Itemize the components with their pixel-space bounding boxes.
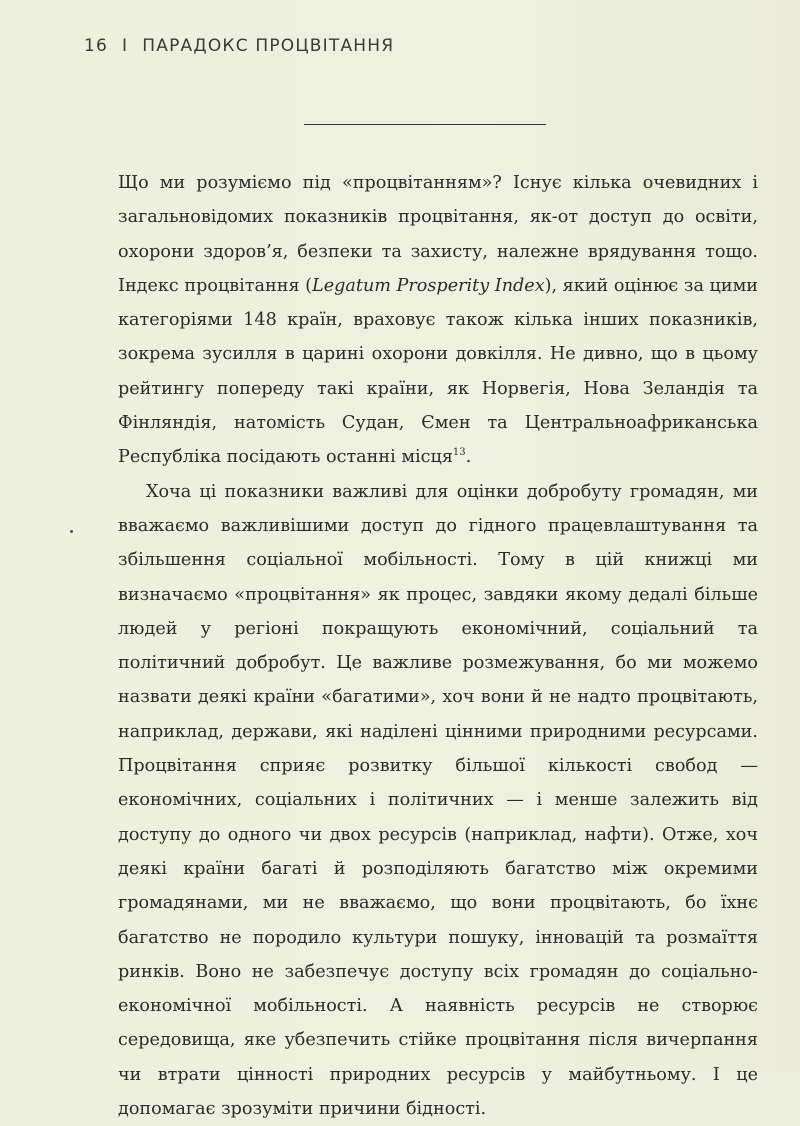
page-speck xyxy=(70,530,73,533)
header-separator: I xyxy=(122,36,129,56)
section-divider xyxy=(304,124,546,125)
paragraph-1 xyxy=(118,166,758,475)
paragraph-1-rest: ), який оцінює за цими категоріями 148 країн, враховує також кілька інших показників, зокрема зусилля в царині охорони довкілля. Не дивно, що в цьому рейтингу попереду такі країни, як Норвегія, Нова Зеландія та Фінляндія, натомість Судан, Ємен та Центральноафриканська Республіка посідають останні місця xyxy=(118,275,758,468)
paragraph-2: Хоча ці показники важливі для оцінки добробуту громадян, ми вважаємо важливішими доступ до гідного працевлаштування та збільшення соціальної мобільності. Тому в цій книжці ми визначаємо «процвітання» як процес, завдяки якому дедалі більше людей у регіоні покращують економічний, соціальний та політичний добробут. Це важливе розмежування, бо ми можемо назвати деякі країни «багатими», хоч вони й не надто процвітають, наприклад, держави, які наділені цінними природними ресурсами. Процвітання сприяє розвитку більшої кількості свобод — економічних, соціальних і політичних — і менше залежить від доступу до одного чи двох ресурсів (наприклад, нафти). Отже, хоч деякі країни багаті й розподіляють багатство між окремими громадянами, ми не вважаємо, що вони процвітають, бо їхнє багатство не породило культури пошуку, інновацій та розмаїття ринків. Воно не забезпечує доступу всіх громадян до соціально-економічної мобільності. А наявність ресурсів не створює середовища, яке убезпечить стійке процвітання після вичерпання чи втрати цінності природних ресурсів у майбутньому. І це допомагає зрозуміти причини бідності. xyxy=(118,481,758,1120)
body-text xyxy=(118,166,758,1126)
paragraph-1-end: . xyxy=(465,447,472,468)
page-number: 16 xyxy=(84,36,109,56)
running-header xyxy=(84,36,394,56)
running-title: ПАРАДОКС ПРОЦВІТАННЯ xyxy=(142,36,395,56)
paragraph-1-index-name: Legatum Prosperity Index xyxy=(312,275,545,296)
footnote-marker[interactable]: 13 xyxy=(452,447,466,459)
paragraph-1-start: Що ми розуміємо під «процвітанням»? Існує кілька очевидних і загальновідомих показників процвітання, як-от доступ до освіти, охорони здоров’я, безпеки та захисту, належне врядування тощо. Індекс процвітання ( xyxy=(118,173,758,296)
